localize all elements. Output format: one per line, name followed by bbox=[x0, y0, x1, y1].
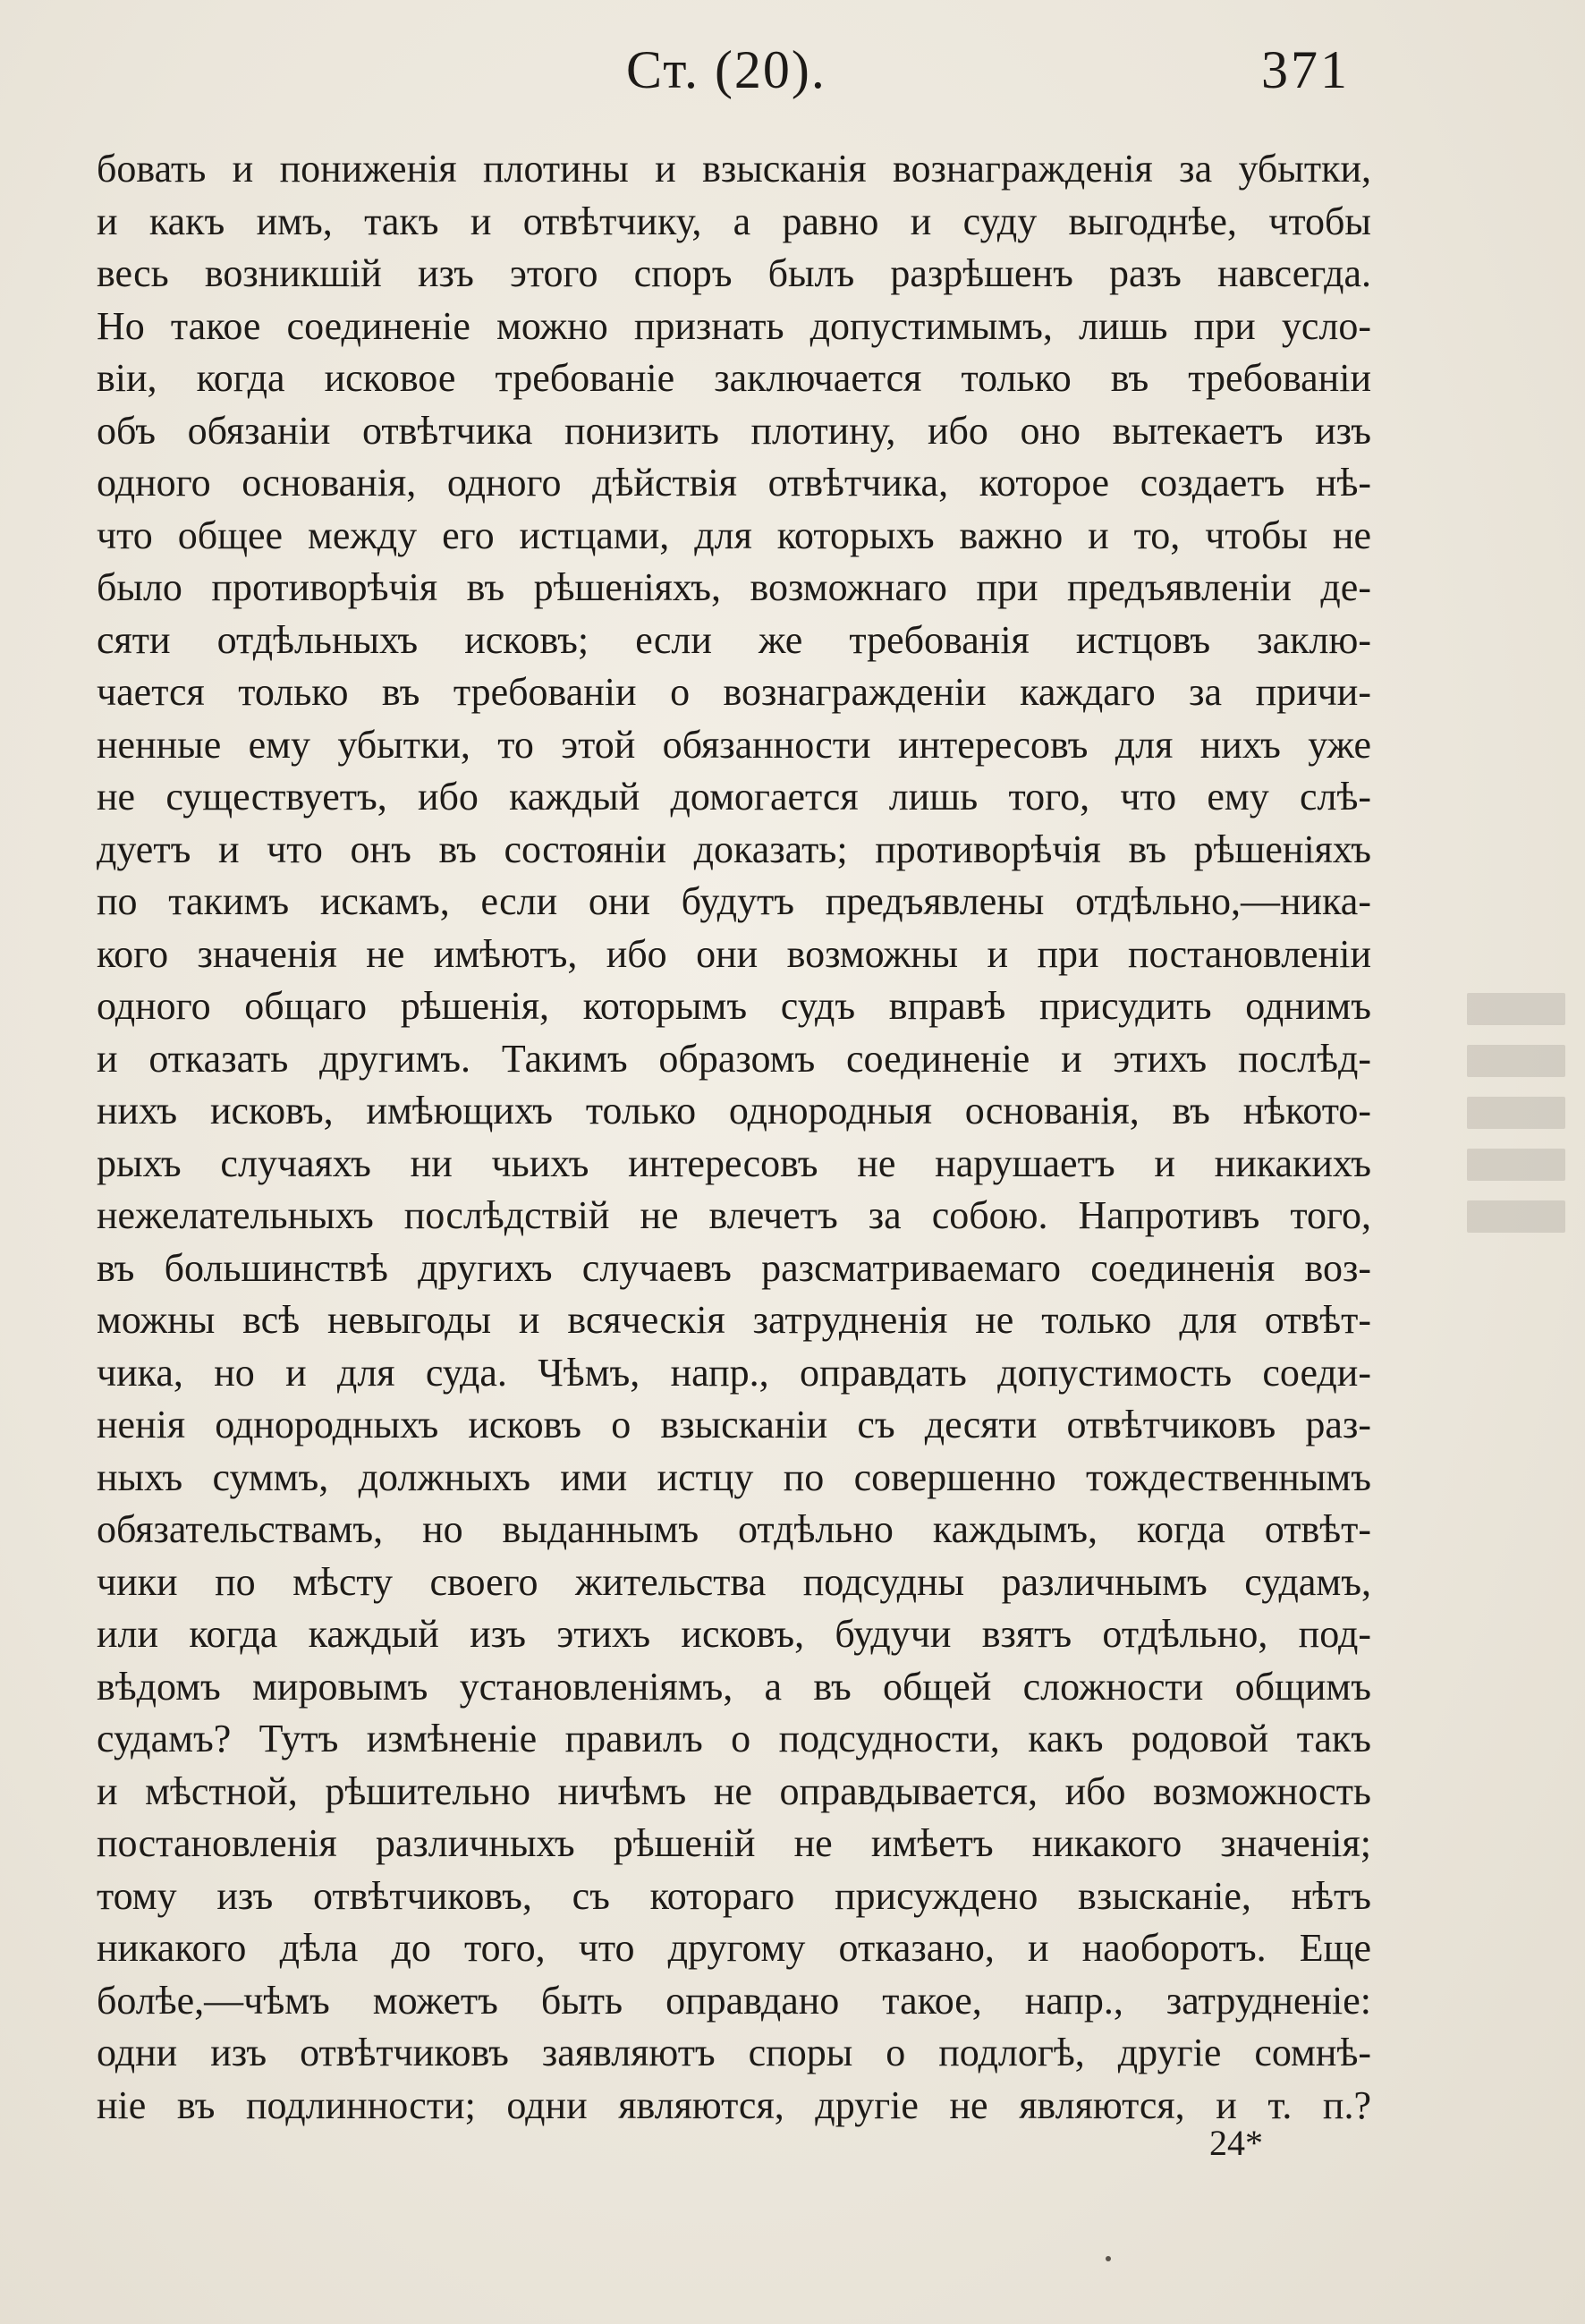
text-line: объ обязаніи отвѣтчика понизить плотину, ибо оно вытекаетъ изъ bbox=[97, 408, 1371, 453]
text-line: одного общаго рѣшенія, которымъ судъ вправѣ присудить однимъ bbox=[97, 984, 1371, 1028]
text-line: вѣдомъ мировымъ установленіямъ, а въ общей сложности общимъ bbox=[97, 1664, 1371, 1709]
text-line: судамъ? Тутъ измѣненіе правилъ о подсудности, какъ родовой такъ bbox=[97, 1717, 1371, 1760]
text-line: весь возникшій изъ этого споръ былъ разрѣшенъ разъ навсегда. bbox=[97, 251, 1371, 295]
text-line: было противорѣчія въ рѣшеніяхъ, возможнаго при предъявленіи де- bbox=[97, 565, 1371, 609]
text-line: бовать и пониженія плотины и взысканія вознагражденія за убытки, bbox=[97, 147, 1371, 191]
text-line: и мѣстной, рѣшительно ничѣмъ не оправдывается, ибо возможность bbox=[97, 1768, 1371, 1813]
text-line: что общее между его истцами, для которыхъ важно и то, чтобы не bbox=[97, 513, 1371, 557]
text-line: одного основанія, одного дѣйствія отвѣтчика, которое создаетъ нѣ- bbox=[97, 461, 1371, 505]
show-through-text bbox=[1467, 993, 1565, 1252]
text-line: рыхъ случаяхъ ни чьихъ интересовъ не нарушаетъ и никакихъ bbox=[97, 1141, 1371, 1185]
text-line: и какъ имъ, такъ и отвѣтчику, а равно и суду выгоднѣе, чтобы bbox=[97, 199, 1371, 243]
text-line: чика, но и для суда. Чѣмъ, напр., оправдать допустимость соеди- bbox=[97, 1350, 1371, 1395]
text-line: ненные ему убытки, то этой обязанности интересовъ для нихъ уже bbox=[97, 722, 1371, 767]
text-line: Но такое соединеніе можно признать допустимымъ, лишь при усло- bbox=[97, 303, 1371, 348]
text-line: болѣе,—чѣмъ можетъ быть оправдано такое, напр., затрудненіе: bbox=[97, 1978, 1371, 2023]
text-line: не существуетъ, ибо каждый домогается лишь того, что ему слѣ- bbox=[97, 775, 1371, 818]
text-line: нихъ исковъ, имѣющихъ только однородныя основанія, въ нѣкото- bbox=[97, 1089, 1371, 1132]
text-line: дуетъ и что онъ въ состояніи доказать; противорѣчія въ рѣшеніяхъ bbox=[97, 827, 1371, 871]
text-line: въ большинствѣ другихъ случаевъ разсматриваемаго соединенія воз- bbox=[97, 1245, 1371, 1290]
text-line: ныхъ суммъ, должныхъ ими истцу по совершенно тождественнымъ bbox=[97, 1455, 1371, 1499]
text-line: и отказать другимъ. Такимъ образомъ соединеніе и этихъ послѣд- bbox=[97, 1036, 1371, 1081]
text-line: віи, когда исковое требованіе заключается только въ требованіи bbox=[97, 356, 1371, 400]
text-line: тому изъ отвѣтчиковъ, съ котораго присуждено взысканіе, нѣтъ bbox=[97, 1873, 1371, 1918]
page-number: 371 bbox=[1261, 40, 1350, 99]
running-title: Ст. (20). bbox=[626, 40, 826, 99]
text-line: обязательствамъ, но выданнымъ отдѣльно каждымъ, когда отвѣт- bbox=[97, 1507, 1371, 1551]
page-header bbox=[0, 39, 1585, 120]
text-line: по такимъ искамъ, если они будутъ предъявлены отдѣльно,—ника- bbox=[97, 879, 1371, 923]
text-line: или когда каждый изъ этихъ исковъ, будучи взятъ отдѣльно, под- bbox=[97, 1612, 1371, 1656]
text-line: чики по мѣсту своего жительства подсудны различнымъ судамъ, bbox=[97, 1559, 1371, 1604]
paper-speck bbox=[1106, 2256, 1111, 2261]
text-line: нежелательныхъ послѣдствій не влечетъ за собою. Напротивъ того, bbox=[97, 1193, 1371, 1237]
text-line: ніе въ подлинности; одни являются, другіе не являются, и т. п.? bbox=[97, 2082, 1371, 2127]
text-line: ненія однородныхъ исковъ о взысканіи съ десяти отвѣтчиковъ раз- bbox=[97, 1403, 1371, 1446]
text-line: кого значенія не имѣютъ, ибо они возможны и при постановленіи bbox=[97, 931, 1371, 976]
text-line: постановленія различныхъ рѣшеній не имѣетъ никакого значенія; bbox=[97, 1821, 1371, 1865]
text-line: никакого дѣла до того, что другому отказано, и наоборотъ. Еще bbox=[97, 1926, 1371, 1970]
body-text bbox=[97, 143, 1371, 2132]
text-line: можны всѣ невыгоды и всяческія затрудненія не только для отвѣт- bbox=[97, 1298, 1371, 1342]
text-line: одни изъ отвѣтчиковъ заявляютъ споры о подлогѣ, другіе сомнѣ- bbox=[97, 2031, 1371, 2074]
text-line: чается только въ требованіи о вознагражденіи каждаго за причи- bbox=[97, 670, 1371, 714]
text-line: сяти отдѣльныхъ исковъ; если же требованія истцовъ заклю- bbox=[97, 617, 1371, 662]
signature-mark: 24* bbox=[1209, 2123, 1263, 2163]
